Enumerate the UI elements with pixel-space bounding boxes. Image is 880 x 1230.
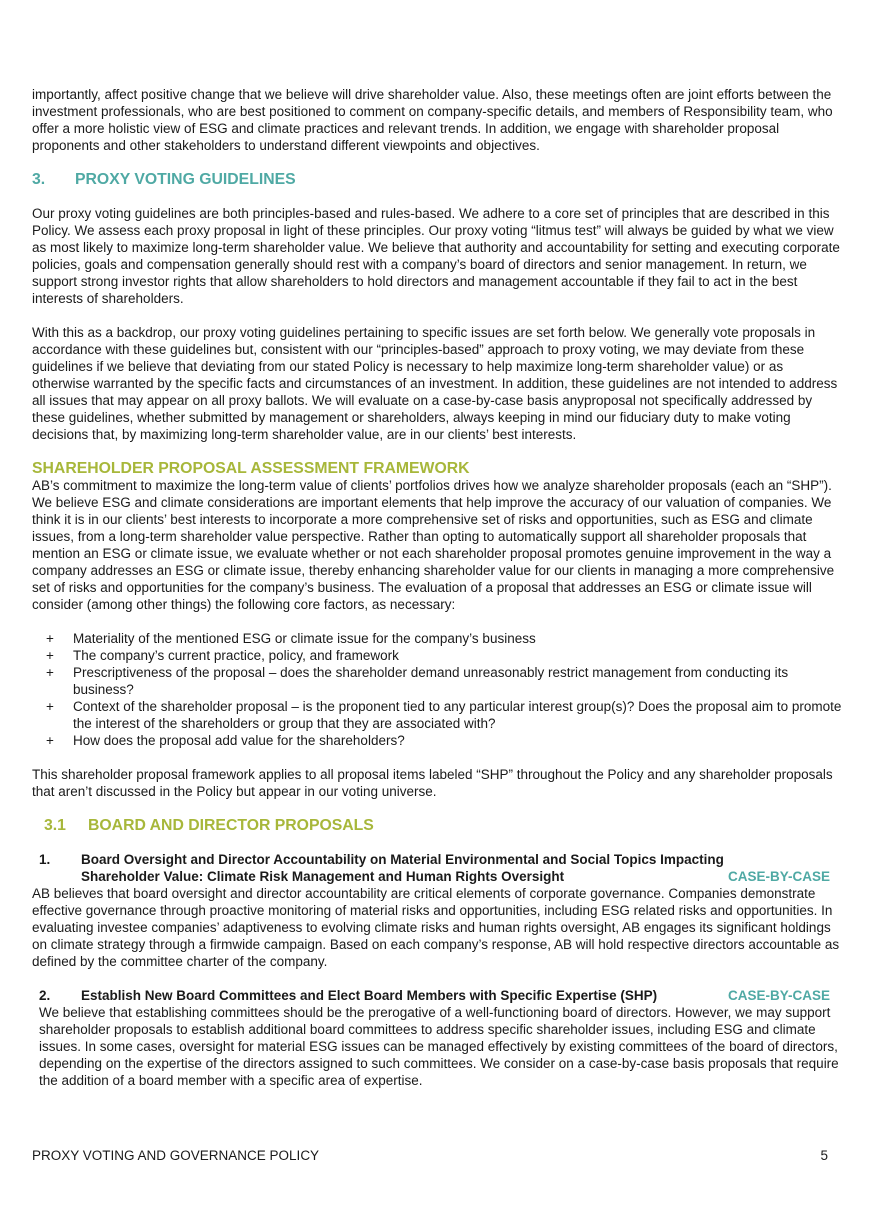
item-1-case-tag: CASE-BY-CASE <box>727 869 830 884</box>
plus-icon: + <box>46 733 54 748</box>
item-1-title-line-2: Shareholder Value: Climate Risk Management and Human Rights Oversight <box>81 869 565 884</box>
item-1-number: 1. <box>39 852 51 867</box>
section-3-1-heading <box>32 817 844 834</box>
section-3-title: PROXY VOTING GUIDELINES <box>75 171 296 188</box>
section-3-paragraph-2: With this as a backdrop, our proxy voting guidelines pertaining to specific issues are set forth below. We generally vote proposals in accordance with these guidelines but, consistent with our “principles-based” approach to proxy voting, we may deviate from these guidelines if we believe that deviating from our stated Policy is necessary to help maximize long-term shareholder value) or as otherwise warranted by the specific facts and circumstances of an investment. In addition, these guidelines are not intended to address all issues that may appear on all proxy ballots. We will evaluate on a case-by-case basis anyproposal not specifically addressed by these guidelines, whether submitted by management or shareholders, always keeping in mind our fiduciary duty to make voting decisions that, by maximizing long-term shareholder value, are in our clients’ best interests. <box>32 325 838 442</box>
item-1-title <box>32 851 844 885</box>
framework-heading: SHAREHOLDER PROPOSAL ASSESSMENT FRAMEWORK <box>32 460 470 477</box>
plus-icon: + <box>46 699 54 714</box>
framework-paragraph: AB’s commitment to maximize the long-term value of clients’ portfolios drives how we analyze shareholder proposals (each an “SHP”). We believe ESG and climate considerations are important elements that help improve the accuracy of our valuation of companies. We think it is in our clients’ best interests to incorporate a more comprehensive set of risks and opportunities, such as ESG and climate issues, from a long-term shareholder value perspective. Rather than opting to automatically support all shareholder proposals that mention an ESG or climate issue, we evaluate whether or not each shareholder proposal promotes genuine improvement in the way a company addresses an ESG or climate issue, thereby enhancing shareholder value for our clients in managing a more comprehensive set of risks and opportunities for the company’s business. The evaluation of a proposal that addresses an ESG or climate issue will consider (among other things) the following core factors, as necessary: <box>32 478 835 612</box>
item-2-number: 2. <box>39 988 51 1003</box>
item-1-title-line-1: Board Oversight and Director Accountability on Material Environmental and Social Topics Impacting <box>81 852 724 867</box>
section-3-1-title: BOARD AND DIRECTOR PROPOSALS <box>88 817 374 834</box>
section-3-1-number: 3.1 <box>44 817 66 834</box>
framework-closing-paragraph: This shareholder proposal framework applies to all proposal items labeled “SHP” throughout the Policy and any shareholder proposals that aren’t discussed in the Policy but appear in our voting universe. <box>32 767 833 799</box>
page-number: 5 <box>820 1148 828 1163</box>
item-2-case-tag: CASE-BY-CASE <box>727 988 830 1003</box>
page-footer <box>32 1147 828 1164</box>
section-3-heading <box>32 171 844 188</box>
plus-icon: + <box>46 631 54 646</box>
section-3-number: 3. <box>32 171 46 188</box>
list-item: + How does the proposal add value for the shareholders? <box>46 733 405 748</box>
plus-icon: + <box>46 665 54 680</box>
item-2-title-line-1: Establish New Board Committees and Elect Board Members with Specific Expertise (SHP) <box>81 988 658 1003</box>
plus-icon: + <box>46 648 54 663</box>
core-factors-list <box>32 630 844 749</box>
list-item: + Prescriptiveness of the proposal – does the shareholder demand unreasonably restrict management from conducting its business? <box>46 665 789 697</box>
item-1-body: AB believes that board oversight and director accountability are critical elements of corporate governance. Companies demonstrate effective governance through proactive monitoring of material risks and opportunities, including ESG related risks and opportunities. In evaluating investee companies’ adaptiveness to evolving climate risks and human rights oversight, AB engages its significant holdings on climate strategy through a firmwide campaign. Based on each company’s response, AB will hold respective directors accountable as defined by the committee charter of the company. <box>32 886 840 969</box>
item-2-body: We believe that establishing committees should be the prerogative of a well-functioning board of directors. However, we may support shareholder proposals to establish additional board committees to address specific shareholder issues, including ESG and climate issues. In some cases, oversight for material ESG issues can be managed effectively by existing committees of the board of directors, depending on the expertise of the directors assigned to such committees. We consider on a case-by-case basis proposals that require the addition of a board member with a specific area of expertise. <box>39 1005 839 1088</box>
list-item: + Context of the shareholder proposal – is the proponent tied to any particular interest group(s)? Does the proposal aim to promote the interest of the shareholders or group that they are associated with? <box>46 699 842 731</box>
item-2-title <box>32 987 844 1004</box>
list-item: + Materiality of the mentioned ESG or climate issue for the company’s business <box>46 631 536 646</box>
intro-paragraph: importantly, affect positive change that we believe will drive shareholder value. Also, these meetings often are joint efforts between the investment professionals, who are best positioned to comment on company-specific details, and members of Responsibility team, who offer a more holistic view of ESG and climate practices and relevant trends. In addition, we engage with shareholder proposal proponents and other stakeholders to understand different viewpoints and objectives. <box>32 87 833 153</box>
list-item: + The company’s current practice, policy, and framework <box>46 648 399 663</box>
footer-title: PROXY VOTING AND GOVERNANCE POLICY <box>32 1148 320 1163</box>
document-page <box>32 86 844 1089</box>
section-3-paragraph-1: Our proxy voting guidelines are both principles-based and rules-based. We adhere to a core set of principles that are described in this Policy. We assess each proxy proposal in light of these principles. Our proxy voting “litmus test” will always be guided by what we view as most likely to maximize long-term shareholder value. We believe that authority and accountability for setting and executing corporate policies, goals and compensation generally should rest with a company’s board of directors and senior management. In return, we support strong investor rights that allow shareholders to hold directors and management accountable if they fail to act in the best interests of shareholders. <box>32 206 840 306</box>
